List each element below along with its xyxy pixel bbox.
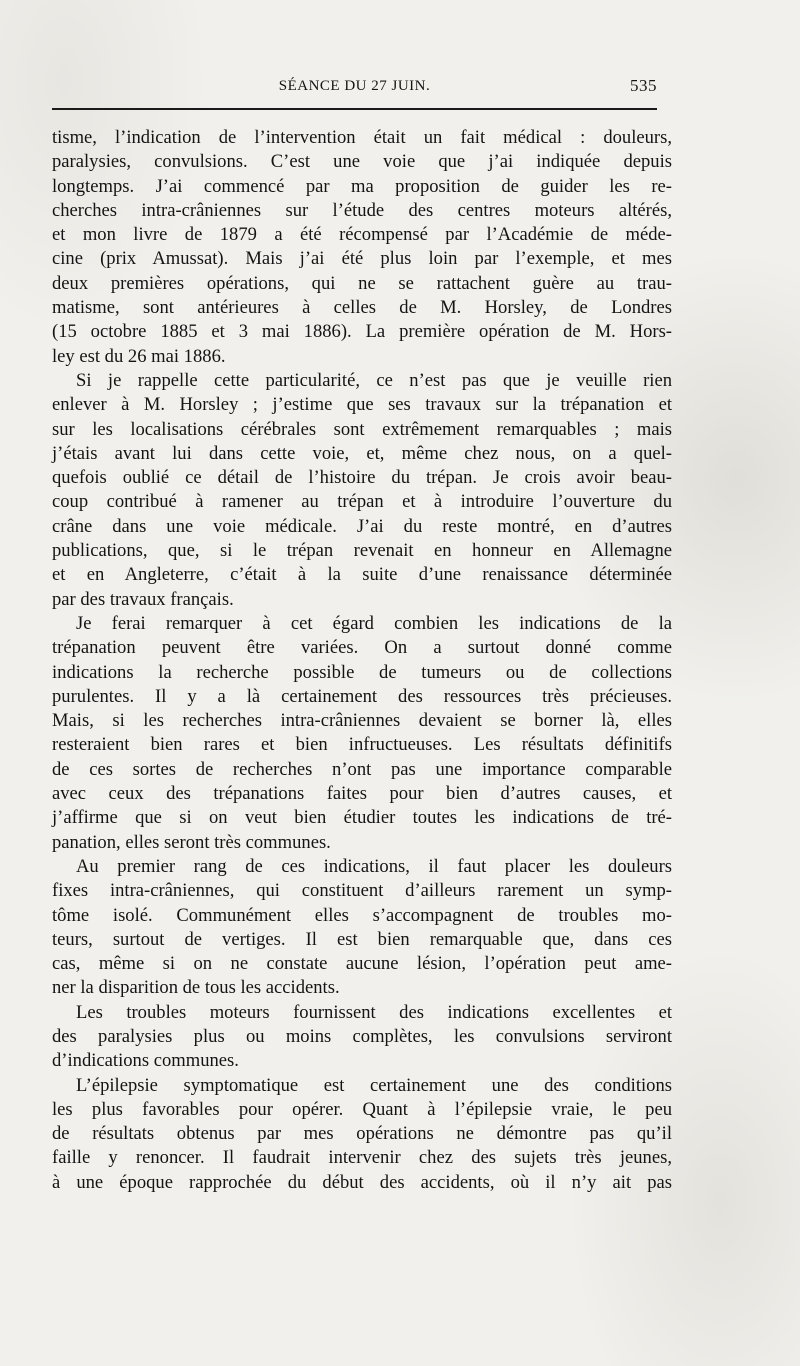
text-line: paralysies, convulsions. C’est une voie que j’ai indiquée depuis <box>52 151 672 173</box>
text-line: et en Angleterre, c’était à la suite d’une renaissance déterminée <box>52 564 672 586</box>
text-line: Au premier rang de ces indications, il faut placer les douleurs <box>76 855 672 877</box>
text-line: ley est du 26 mai 1886. <box>52 345 226 367</box>
text-line: cas, même si on ne constate aucune lésion, l’opération peut ame- <box>52 953 672 975</box>
text-line: ner la disparition de tous les accidents. <box>52 977 340 999</box>
text-line: Si je rappelle cette particularité, ce n’est pas que je veuille rien <box>76 369 672 391</box>
text-line: à une époque rapprochée du début des accidents, où il n’y ait pas <box>52 1171 672 1193</box>
text-line: Mais, si les recherches intra-crâniennes devaient se borner là, elles <box>52 710 672 732</box>
text-line: teurs, surtout de vertiges. Il est bien remarquable que, dans ces <box>52 928 672 950</box>
text-line: matisme, sont antérieures à celles de M. Horsley, de Londres <box>52 297 672 319</box>
text-line: les plus favorables pour opérer. Quant à l’épilepsie vraie, le peu <box>52 1098 672 1120</box>
text-line: Je ferai remarquer à cet égard combien les indications de la <box>76 612 672 634</box>
text-line: cherches intra-crâniennes sur l’étude des centres moteurs altérés, <box>52 199 672 221</box>
text-line: tôme isolé. Communément elles s’accompagnent de troubles mo- <box>52 904 672 926</box>
text-line: indications la recherche possible de tumeurs ou de collections <box>52 661 672 683</box>
text-line: sur les localisations cérébrales sont extrêmement remarquables ; mais <box>52 418 672 440</box>
text-line: deux premières opérations, qui ne se rattachent guère au trau- <box>52 272 672 294</box>
text-line: quefois oublié ce détail de l’histoire du trépan. Je crois avoir beau- <box>52 467 672 489</box>
text-line: panation, elles seront très communes. <box>52 831 331 853</box>
text-line: purulentes. Il y a là certainement des ressources très précieuses. <box>52 685 672 707</box>
text-line: par des travaux français. <box>52 588 234 610</box>
running-title: SÉANCE DU 27 JUIN. <box>278 78 431 94</box>
text-line: faille y renoncer. Il faudrait intervenir chez des sujets très jeunes, <box>52 1147 672 1169</box>
text-line: et mon livre de 1879 a été récompensé par l’Académie de méde- <box>52 224 672 246</box>
text-line: resteraient bien rares et bien infructueuses. Les résultats définitifs <box>52 734 672 756</box>
text-line: L’épilepsie symptomatique est certainement une des conditions <box>76 1074 672 1096</box>
text-line: j’affirme que si on veut bien étudier toutes les indications de tré- <box>52 807 672 829</box>
text-line: de résultats obtenus par mes opérations ne démontre pas qu’il <box>52 1123 672 1145</box>
page-header <box>52 74 657 100</box>
text-line: publications, que, si le trépan revenait en honneur en Allemagne <box>52 540 672 562</box>
text-line: crâne dans une voie médicale. J’ai du reste montré, en d’autres <box>52 515 672 537</box>
text-line: de ces sortes de recherches n’ont pas une importance comparable <box>52 758 672 780</box>
text-line: avec ceux des trépanations faites pour bien d’autres causes, et <box>52 783 672 805</box>
body-text <box>52 126 672 1195</box>
text-line: j’étais avant lui dans cette voie, et, même chez nous, on a quel- <box>52 442 672 464</box>
text-line: fixes intra-crâniennes, qui constituent d’ailleurs rarement un symp- <box>52 880 672 902</box>
text-line: coup contribué à ramener au trépan et à introduire l’ouverture du <box>52 491 672 513</box>
text-line: enlever à M. Horsley ; j’estime que ses travaux sur la trépanation et <box>52 394 672 416</box>
text-line: trépanation peuvent être variées. On a surtout donné comme <box>52 637 672 659</box>
page-number: 535 <box>630 76 657 95</box>
text-line: longtemps. J’ai commencé par ma proposition de guider les re- <box>52 175 672 197</box>
text-line: (15 octobre 1885 et 3 mai 1886). La première opération de M. Hors- <box>52 321 672 343</box>
header-rule <box>52 108 657 110</box>
text-line: des paralysies plus ou moins complètes, les convulsions serviront <box>52 1025 672 1047</box>
text-line: d’indications communes. <box>52 1050 239 1072</box>
text-line: tisme, l’indication de l’intervention était un fait médical : douleurs, <box>52 127 672 148</box>
text-line: Les troubles moteurs fournissent des indications excellentes et <box>76 1001 672 1023</box>
text-line: cine (prix Amussat). Mais j’ai été plus loin par l’exemple, et mes <box>52 248 672 270</box>
